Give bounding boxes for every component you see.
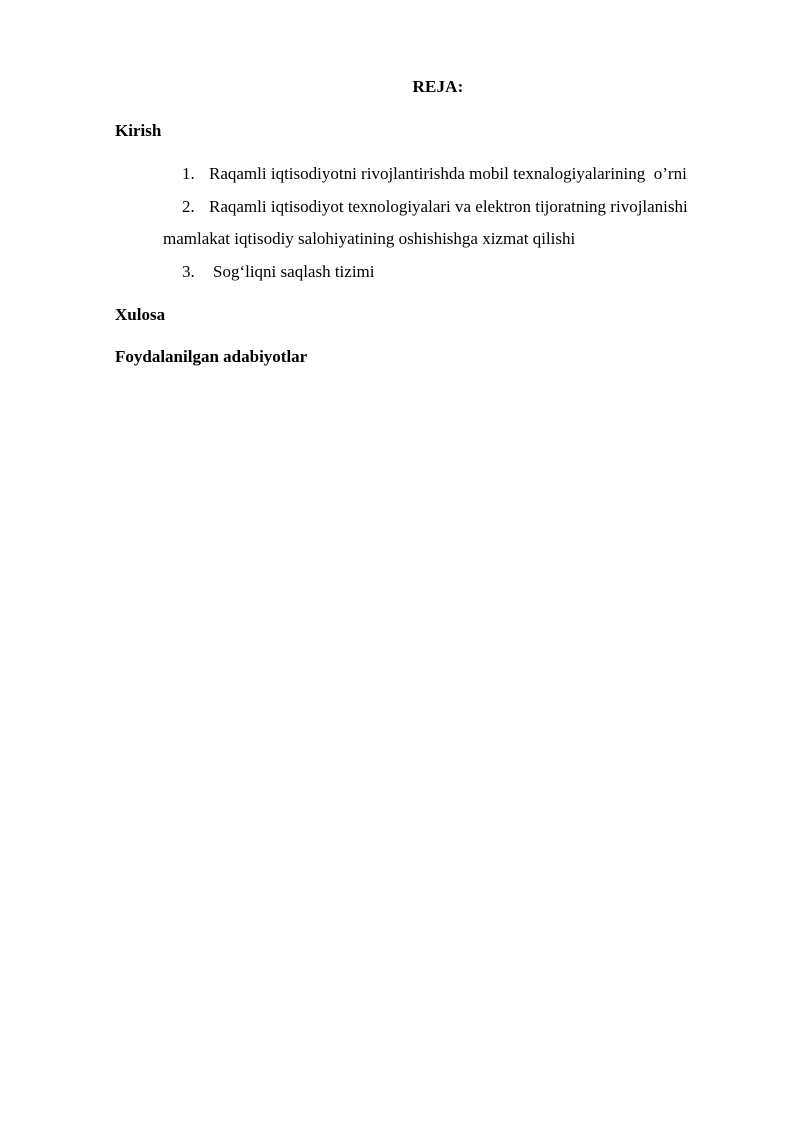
heading-references: Foydalanilgan adabiyotlar [115, 347, 308, 366]
plan-item-text: Raqamli iqtisodiyot texnologiyalari va elektron tijoratning rivojlanishi [209, 197, 688, 216]
plan-item-2-continuation: mamlakat iqtisodiy salohiyatining oshishishga xizmat qilishi [163, 229, 576, 248]
heading-conclusion: Xulosa [115, 305, 166, 324]
plan-item-number: 3. [182, 262, 195, 281]
plan-item-text: Raqamli iqtisodiyotni rivojlantirishda mobil texnalogiyalarining o’rni [209, 164, 687, 183]
plan-item-2 [182, 197, 688, 217]
heading-intro: Kirish [115, 121, 162, 140]
page-title: REJA: [412, 77, 464, 96]
plan-item-number: 2. [182, 197, 195, 216]
plan-item-text: Sog‘liqni saqlash tizimi [213, 262, 375, 281]
plan-item-3 [182, 262, 375, 282]
plan-item-1 [182, 164, 687, 184]
plan-item-number: 1. [182, 164, 195, 183]
